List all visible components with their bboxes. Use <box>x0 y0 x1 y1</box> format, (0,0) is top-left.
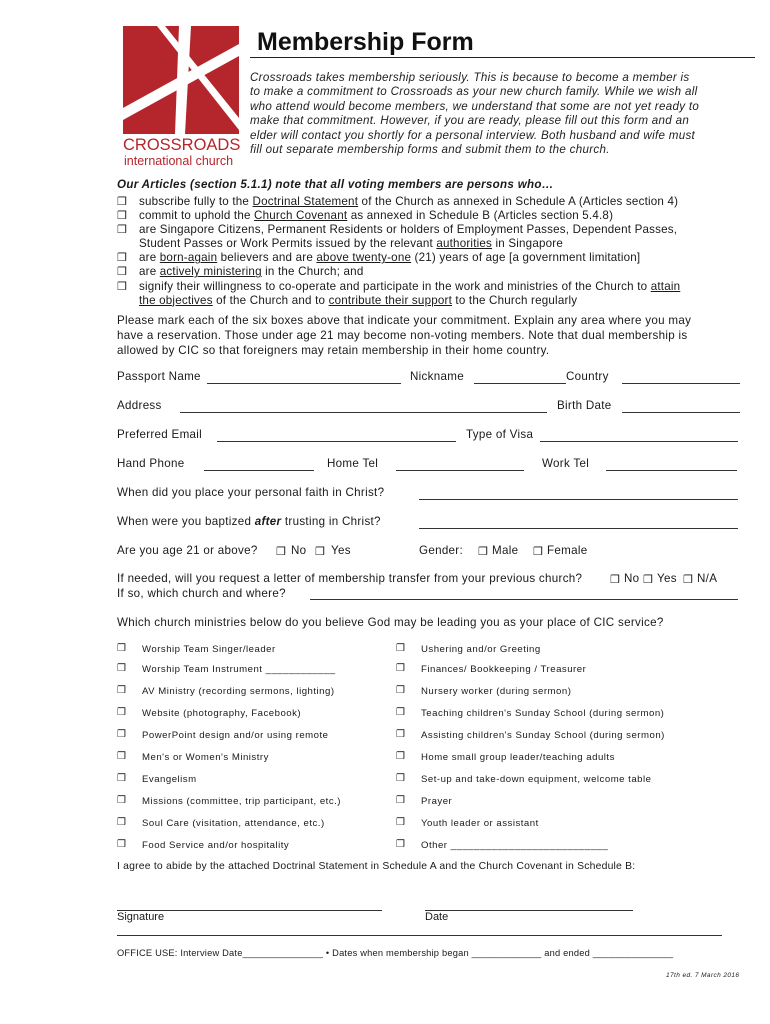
office-use-text: OFFICE USE: Interview Date_______________ • Dates when membership began _____________ and ended _______________ <box>117 948 674 958</box>
male-label: Male <box>492 544 519 557</box>
logo-subtitle: international church <box>124 154 234 168</box>
work-tel-label: Work Tel <box>542 457 590 470</box>
faith-question-label: When did you place your personal faith in Christ? <box>117 486 385 499</box>
age-yes-checkbox[interactable]: ❒ <box>315 546 325 558</box>
articles-heading: Our Articles (section 5.1.1) note that all voting members are persons who… <box>117 178 554 191</box>
country-label: Country <box>566 370 609 383</box>
transfer-yes-checkbox[interactable]: ❒ <box>643 574 653 586</box>
age-no-checkbox[interactable]: ❒ <box>276 546 286 558</box>
date-field[interactable] <box>425 910 633 911</box>
article-item: ❒ are actively ministering in the Church; and <box>117 265 364 279</box>
nickname-field[interactable] <box>474 383 566 384</box>
hand-phone-label: Hand Phone <box>117 457 185 470</box>
instructions-line: allowed by CIC so that foreigners may retain membership in their home country. <box>117 344 550 357</box>
transfer-no-checkbox[interactable]: ❒ <box>610 574 620 586</box>
checkbox-icon[interactable]: ❒ <box>117 252 128 265</box>
which-church-field[interactable] <box>310 599 738 600</box>
intro-line: fill out separate membership forms and submit them to the church. <box>250 143 610 157</box>
birth-date-label: Birth Date <box>557 399 612 412</box>
checkbox-icon[interactable]: ❒ <box>117 773 127 784</box>
checkbox-icon[interactable]: ❒ <box>117 729 127 740</box>
male-checkbox[interactable]: ❒ <box>478 546 488 558</box>
birth-date-field[interactable] <box>622 412 740 413</box>
age-yes-label: Yes <box>331 544 351 557</box>
checkbox-icon[interactable]: ❒ <box>117 643 127 654</box>
checkbox-icon[interactable]: ❒ <box>117 280 128 293</box>
type-of-visa-field[interactable] <box>540 441 738 442</box>
passport-name-field[interactable] <box>207 383 401 384</box>
article-item: ❒ signify their willingness to co-operate and participate in the work and ministries of the Church to attain <box>117 279 681 293</box>
checkbox-icon[interactable]: ❒ <box>396 729 406 740</box>
nickname-label: Nickname <box>410 370 464 383</box>
signature-label: Signature <box>117 911 165 923</box>
age-question-label: Are you age 21 or above? <box>117 544 258 557</box>
article-item: ❒ are born-again believers and are above twenty-one (21) years of age [a government limitation] <box>117 251 641 265</box>
checkbox-icon[interactable]: ❒ <box>117 839 127 850</box>
edition-footer: 17th ed. 7 March 2016 <box>666 972 740 979</box>
checkbox-icon[interactable]: ❒ <box>396 707 406 718</box>
transfer-na-label: N/A <box>697 572 718 585</box>
checkbox-icon[interactable]: ❒ <box>117 210 128 223</box>
work-tel-field[interactable] <box>606 470 737 471</box>
instructions-paragraph <box>117 313 691 358</box>
home-tel-label: Home Tel <box>327 457 379 470</box>
logo-name: CROSSROADS <box>123 136 241 154</box>
preferred-email-label: Preferred Email <box>117 428 203 441</box>
checkbox-icon[interactable]: ❒ <box>396 685 406 696</box>
preferred-email-field[interactable] <box>217 441 456 442</box>
page-title: Membership Form <box>257 28 474 56</box>
instructions-line: Please mark each of the six boxes above that indicate your commitment. Explain any area where you may <box>117 314 692 327</box>
faith-date-field[interactable] <box>419 499 738 500</box>
checkbox-icon[interactable]: ❒ <box>117 795 127 806</box>
checkbox-icon[interactable]: ❒ <box>396 751 406 762</box>
intro-line: to make a commitment to Crossroads as your new church family. While we wish all <box>250 85 698 99</box>
checkbox-icon[interactable]: ❒ <box>396 839 406 850</box>
checkbox-icon[interactable]: ❒ <box>396 795 406 806</box>
article-item-continued: Student Passes or Work Permits issued by the relevant authorities in Singapore <box>139 237 563 251</box>
instructions-line: have a reservation. Those under age 21 may become non-voting members. Note that dual membership is <box>117 329 688 342</box>
address-field[interactable] <box>180 412 547 413</box>
title-divider <box>250 57 755 58</box>
checkbox-icon[interactable]: ❒ <box>117 685 127 696</box>
checkbox-icon[interactable]: ❒ <box>117 663 127 674</box>
transfer-yes-label: Yes <box>657 572 677 585</box>
date-label: Date <box>425 911 449 923</box>
gender-label: Gender: <box>419 544 463 557</box>
checkbox-icon[interactable]: ❒ <box>396 663 406 674</box>
article-item: ❒ subscribe fully to the Doctrinal Statement of the Church as annexed in Schedule A (Articles section 4) <box>117 195 679 208</box>
checkbox-icon[interactable]: ❒ <box>117 266 128 279</box>
hand-phone-field[interactable] <box>204 470 314 471</box>
intro-line: make that commitment. However, if you are ready, please fill out this form and an <box>250 114 690 128</box>
age-no-label: No <box>291 544 307 557</box>
transfer-question-label: If needed, will you request a letter of membership transfer from your previous church? <box>117 572 583 585</box>
article-item-continued: the objectives of the Church and to contribute their support to the Church regularly <box>139 293 578 307</box>
intro-line: elder will contact you shortly for a personal interview. Both husband and wife must <box>250 128 696 142</box>
article-item: ❒ commit to uphold the Church Covenant as annexed in Schedule B (Articles section 5.4.8) <box>117 209 614 223</box>
office-divider <box>117 935 722 936</box>
article-item: ❒ are Singapore Citizens, Permanent Residents or holders of Employment Passes, Dependent Passes, <box>117 223 678 237</box>
transfer-no-label: No <box>624 572 640 585</box>
which-church-label: If so, which church and where? <box>117 587 286 600</box>
ministries-question: Which church ministries below do you believe God may be leading you as your place of CIC service? <box>117 616 664 629</box>
checkbox-icon[interactable]: ❒ <box>396 817 406 828</box>
checkbox-icon[interactable]: ❒ <box>117 196 128 208</box>
type-of-visa-label: Type of Visa <box>466 428 534 441</box>
cross-logo-icon <box>123 26 239 134</box>
intro-paragraph <box>250 71 699 157</box>
baptized-question-label: When were you baptized after trusting in Christ? <box>117 515 381 528</box>
baptized-date-field[interactable] <box>419 528 738 529</box>
country-field[interactable] <box>622 383 740 384</box>
crossroads-logo <box>123 26 239 134</box>
female-checkbox[interactable]: ❒ <box>533 546 543 558</box>
address-label: Address <box>117 399 162 412</box>
checkbox-icon[interactable]: ❒ <box>117 224 128 237</box>
checkbox-icon[interactable]: ❒ <box>117 817 127 828</box>
female-label: Female <box>547 544 588 557</box>
intro-line: Crossroads takes membership seriously. This is because to become a member is <box>250 71 690 84</box>
home-tel-field[interactable] <box>396 470 524 471</box>
checkbox-icon[interactable]: ❒ <box>117 707 127 718</box>
checkbox-icon[interactable]: ❒ <box>117 751 127 762</box>
transfer-na-checkbox[interactable]: ❒ <box>683 574 693 586</box>
intro-line: who attend would become members, we understand that some are not yet ready to <box>250 99 700 113</box>
articles-list <box>117 195 680 308</box>
checkbox-icon[interactable]: ❒ <box>396 773 406 784</box>
passport-name-label: Passport Name <box>117 370 201 383</box>
checkbox-icon[interactable]: ❒ <box>396 643 406 654</box>
agreement-text: I agree to abide by the attached Doctrinal Statement in Schedule A and the Church Covenant in Schedule B: <box>117 861 636 872</box>
